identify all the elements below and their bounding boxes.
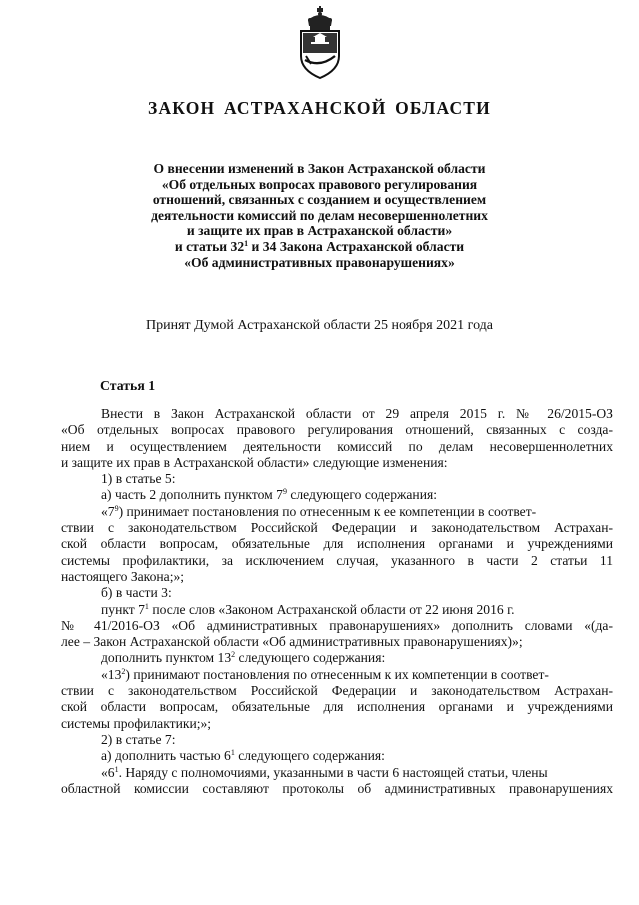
superscript: 9 xyxy=(114,503,119,513)
subtitle-line: О внесении изменений в Закон Астраханской области xyxy=(153,161,486,176)
superscript: 2 xyxy=(231,650,236,660)
body-line: б) в части 3: xyxy=(101,585,172,601)
subtitle-line: и защите их прав в Астраханской области» xyxy=(186,223,453,239)
body-line xyxy=(61,487,613,503)
article-heading: Статья 1 xyxy=(100,378,156,393)
subtitle-line xyxy=(60,239,579,255)
body-line: 2) в статье 7: xyxy=(101,731,176,747)
superscript: 9 xyxy=(282,487,287,497)
superscript: 2 xyxy=(121,666,126,676)
law-subtitle xyxy=(60,161,579,270)
article-body xyxy=(61,406,613,797)
body-line: и защите их прав в Астраханской области» следующие изменения: xyxy=(61,454,448,470)
body-line: ствии с законодательством Российской Федерации и законодательством Астрахан- xyxy=(61,683,613,699)
body-text: следующего содержания: xyxy=(286,487,438,503)
body-text: ) принимают постановления по отнесенным к их компетенции в соответ- xyxy=(125,666,549,682)
body-line: ствии с законодательством Российской Федерации и законодательством Астрахан- xyxy=(61,520,613,536)
body-text: а) часть 2 дополнить пунктом 7 xyxy=(101,487,283,503)
body-text: после слов «Законом Астраханской области от 22 июня 2016 г. xyxy=(148,601,515,617)
body-text: а) дополнить частью 6 xyxy=(101,748,231,764)
body-line: ской области вопросам, обязательные для исполнения органами и учреждениями xyxy=(61,699,613,715)
body-line: настоящего Закона;»; xyxy=(61,568,185,584)
body-line xyxy=(61,667,613,683)
body-line xyxy=(61,748,613,764)
body-line: нием и осуществлением деятельности комиссий по делам несовершеннолетних xyxy=(61,438,613,454)
subtitle-line: «Об отдельных вопросах правового регулирования xyxy=(161,176,478,192)
superscript: 1 xyxy=(230,748,235,758)
subtitle-line: отношений, связанных с созданием и осуществлением xyxy=(152,192,487,208)
body-text: ) принимает постановления по отнесенным к ее компетенции в соответ- xyxy=(118,503,537,519)
superscript: 1 xyxy=(114,764,119,774)
body-text: следующего содержания: xyxy=(235,650,386,666)
superscript: 1 xyxy=(144,601,149,611)
superscript: 1 xyxy=(244,238,249,248)
body-line: «Об отдельных вопросах правового регулирования отношений, связанных с созда- xyxy=(61,422,613,438)
adoption-statement: Принят Думой Астраханской области 25 ноября 2021 года xyxy=(145,318,494,333)
body-line: 1) в статье 5: xyxy=(101,471,176,487)
body-text: пункт 7 xyxy=(101,601,145,617)
body-line: № 41/2016-ОЗ «Об административных правонарушениях» дополнить словами «(да- xyxy=(61,617,613,633)
body-line: системы профилактики;»; xyxy=(61,715,212,731)
body-text: следующего содержания: xyxy=(234,748,385,764)
body-text: . Наряду с полномочиями, указанными в части 6 настоящей статьи, члены xyxy=(118,764,548,780)
body-line xyxy=(61,650,613,666)
body-line: областной комиссии составляют протоколы об административных правонарушениях xyxy=(61,780,613,796)
body-text: «6 xyxy=(101,764,115,780)
body-line: ской области вопросам, обязательные для исполнения органами и учреждениями xyxy=(61,536,613,552)
coat-of-arms-emblem xyxy=(293,6,347,80)
subtitle-text: и 34 Закона Астраханской области xyxy=(248,238,465,254)
body-line: лее – Закон Астраханской области «Об административных правонарушениях)»; xyxy=(61,634,523,650)
body-line: Внести в Закон Астраханской области от 29 апреля 2015 г. № 26/2015-ОЗ xyxy=(101,406,613,421)
body-text: «7 xyxy=(101,503,115,519)
body-text: «13 xyxy=(101,666,122,682)
body-line xyxy=(61,765,613,781)
body-line xyxy=(61,602,613,618)
body-line xyxy=(61,504,613,520)
body-text: дополнить пунктом 13 xyxy=(101,650,232,666)
subtitle-text: и статьи 32 xyxy=(174,238,245,254)
subtitle-line: «Об административных правонарушениях» xyxy=(184,254,455,270)
subtitle-line: деятельности комиссий по делам несовершеннолетних xyxy=(151,207,488,223)
document-title: ЗАКОН АСТРАХАНСКОЙ ОБЛАСТИ xyxy=(148,98,491,118)
body-line: системы профилактики, за исключением случая, указанного в части 2 статьи 11 xyxy=(61,552,613,568)
